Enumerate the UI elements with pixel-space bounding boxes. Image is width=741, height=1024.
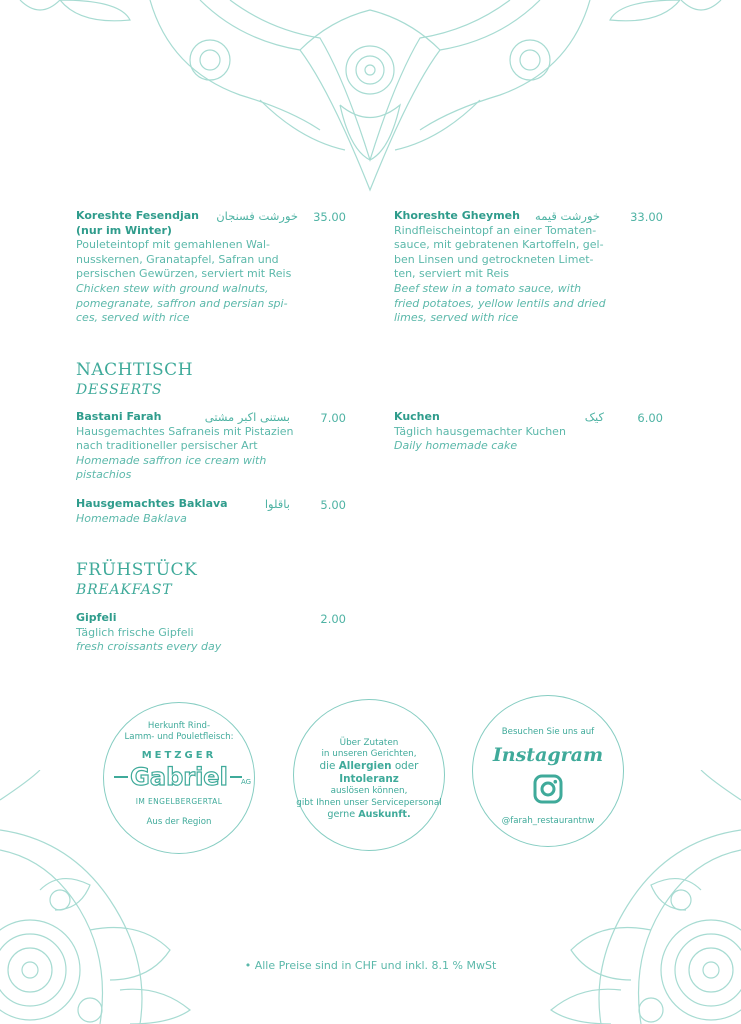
instagram-handle[interactable]: @farah_restaurantnw bbox=[501, 816, 595, 826]
section-title-breakfast bbox=[76, 560, 197, 600]
instagram-wordmark: Instagram bbox=[492, 744, 604, 766]
allergy-line: auslösen können, bbox=[330, 786, 408, 797]
menu-item-baklava bbox=[76, 497, 294, 526]
butcher-label: METZGER bbox=[141, 750, 217, 761]
item-desc-line: ten, serviert mit Reis bbox=[394, 267, 510, 281]
item-farsi-name: باقلوا bbox=[264, 497, 290, 511]
item-desc-line: Rindfleischeintopf an einer Tomaten- bbox=[394, 223, 597, 237]
instagram-icon[interactable] bbox=[533, 774, 563, 804]
allergy-word: die bbox=[319, 760, 336, 773]
item-price: 33.00 bbox=[630, 210, 663, 224]
section-subtitle: DESSERTS bbox=[76, 382, 163, 398]
item-desc-line: Täglich hausgemachter Kuchen bbox=[394, 424, 566, 438]
instagram-circle[interactable] bbox=[472, 695, 624, 847]
item-price: 5.00 bbox=[320, 498, 346, 512]
allergy-line: gibt Ihnen unser Servicepersonal bbox=[296, 797, 442, 808]
allergy-word-intoleranz: Intoleranz bbox=[339, 773, 399, 786]
item-farsi-name: کیک bbox=[584, 410, 604, 424]
section-subtitle: BREAKFAST bbox=[76, 582, 173, 598]
item-english-line: fresh croissants every day bbox=[76, 640, 222, 654]
item-desc-line: ben Linsen und getrockneten Limet- bbox=[394, 252, 594, 266]
item-desc-line: nusskernen, Granatapfel, Safran und bbox=[76, 252, 279, 266]
allergy-line: in unseren Gerichten, bbox=[321, 749, 417, 760]
allergy-word: gerne bbox=[327, 808, 356, 820]
item-name: Gipfeli bbox=[76, 611, 117, 624]
item-desc-line: Pouleteintopf mit gemahlenen Wal- bbox=[76, 238, 270, 252]
item-name: Bastani Farah bbox=[76, 410, 162, 423]
item-english-line: Homemade Baklava bbox=[76, 511, 187, 525]
allergy-word-allergien: Allergien bbox=[338, 760, 392, 773]
butcher-brand-name: Gabriel bbox=[130, 763, 228, 791]
price-footnote: • Alle Preise sind in CHF und inkl. 8.1 % MwSt bbox=[244, 959, 497, 972]
item-price: 7.00 bbox=[320, 411, 346, 425]
butcher-ag-suffix: AG bbox=[241, 778, 252, 786]
item-price: 6.00 bbox=[637, 411, 663, 425]
item-name: Kuchen bbox=[394, 410, 440, 423]
item-english-line: fried potatoes, yellow lentils and dried bbox=[394, 296, 606, 310]
item-english-line: Daily homemade cake bbox=[394, 439, 518, 453]
menu-item-khoreshte-gheymeh bbox=[394, 209, 608, 326]
item-desc-line: Täglich frische Gipfeli bbox=[76, 625, 194, 639]
item-english-line: pistachios bbox=[76, 468, 132, 482]
item-name: Hausgemachtes Baklava bbox=[76, 497, 228, 510]
item-name: Khoreshte Gheymeh bbox=[394, 209, 520, 222]
allergy-info-circle bbox=[293, 699, 445, 851]
item-name-note: (nur im Winter) bbox=[76, 223, 172, 237]
item-english-line: limes, served with rice bbox=[394, 311, 519, 325]
menu-item-koreshte-fesendjan bbox=[76, 209, 306, 326]
item-desc-line: nach traditioneller persischer Art bbox=[76, 439, 258, 453]
section-title: FRÜHSTÜCK bbox=[76, 560, 198, 580]
item-name: Koreshte Fesendjan bbox=[76, 209, 199, 222]
item-english-line: Homemade saffron ice cream with bbox=[76, 453, 267, 467]
item-price: 35.00 bbox=[313, 210, 346, 224]
item-english-line: ces, served with rice bbox=[76, 311, 190, 325]
butcher-location: IM ENGELBERGERTAL bbox=[135, 797, 223, 806]
item-farsi-name: خورشت قیمه bbox=[535, 209, 600, 223]
allergy-line bbox=[294, 760, 444, 786]
section-title-desserts bbox=[76, 360, 193, 400]
item-desc-line: Hausgemachtes Safraneis mit Pistazien bbox=[76, 424, 294, 438]
meat-origin-circle bbox=[103, 702, 255, 854]
item-farsi-name: بستنی اکبر مشتی bbox=[204, 410, 290, 424]
item-english-line: Beef stew in a tomato sauce, with bbox=[394, 281, 582, 295]
allergy-line bbox=[294, 809, 444, 820]
origin-region-label: Aus der Region bbox=[146, 817, 212, 827]
butcher-logo bbox=[104, 762, 254, 792]
item-english-line: pomegranate, saffron and persian spi- bbox=[76, 296, 288, 310]
allergy-line: Über Zutaten bbox=[339, 738, 399, 748]
top-mandala-ornament bbox=[0, 0, 741, 200]
allergy-word-auskunft: Auskunft. bbox=[358, 808, 411, 820]
origin-intro-line: Herkunft Rind- bbox=[147, 721, 211, 731]
menu-item-kuchen bbox=[394, 410, 608, 454]
allergy-word: oder bbox=[394, 760, 419, 773]
origin-intro-line: Lamm- und Pouletfleisch: bbox=[124, 732, 234, 742]
item-english-line: Chicken stew with ground walnuts, bbox=[76, 281, 269, 295]
item-price: 2.00 bbox=[320, 612, 346, 626]
item-farsi-name: خورشت فسنجان bbox=[216, 209, 298, 223]
menu-item-bastani-farah bbox=[76, 410, 294, 483]
menu-item-gipfeli bbox=[76, 611, 294, 655]
item-desc-line: sauce, mit gebratenen Kartoffeln, gel- bbox=[394, 238, 604, 252]
section-title: NACHTISCH bbox=[76, 360, 194, 380]
item-desc-line: persischen Gewürzen, serviert mit Reis bbox=[76, 267, 292, 281]
instagram-visit-label: Besuchen Sie uns auf bbox=[501, 727, 595, 737]
